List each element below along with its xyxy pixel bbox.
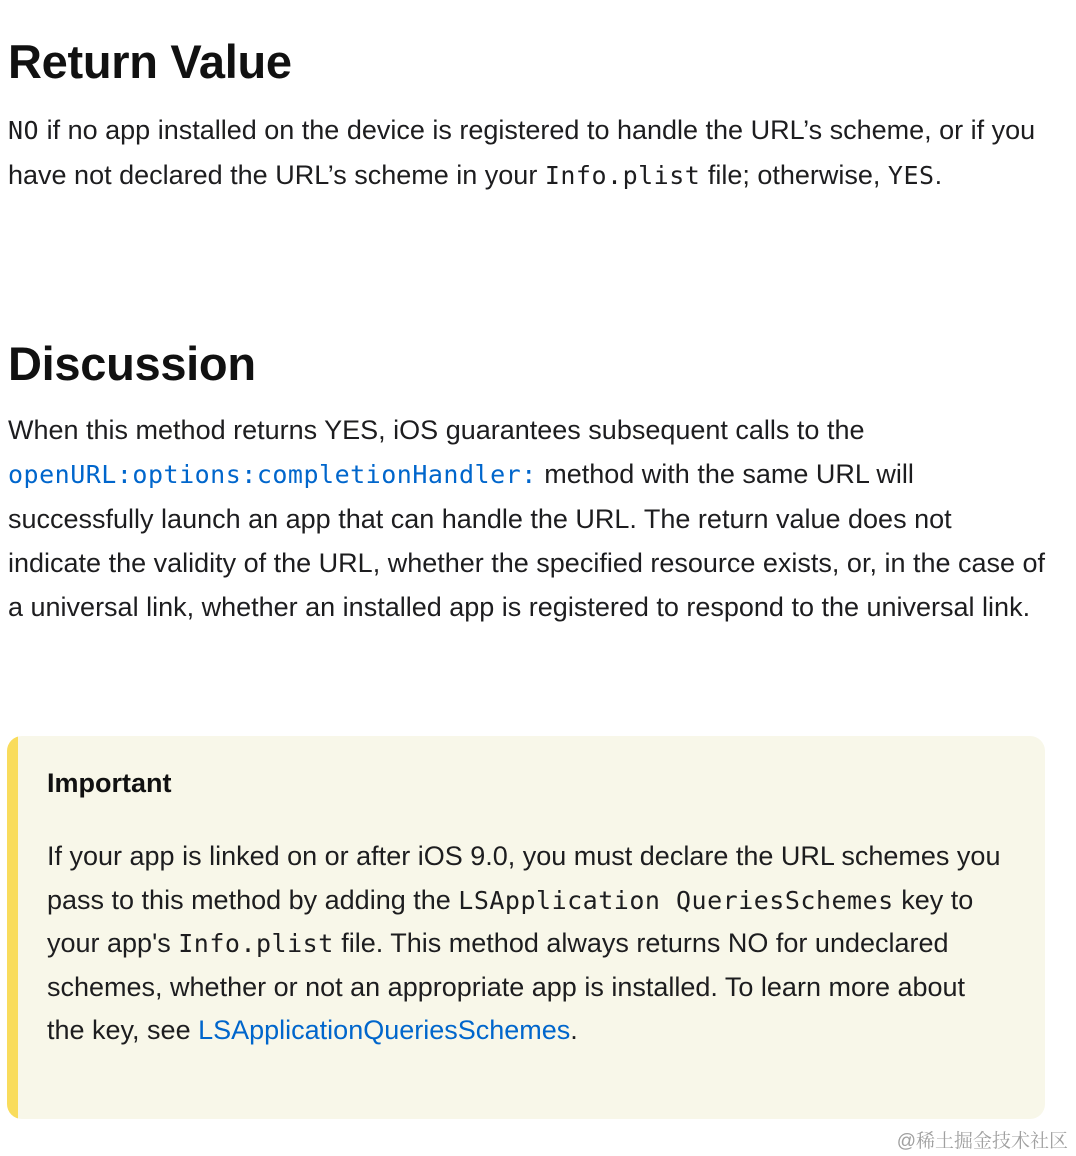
text: When this method returns YES, iOS guarantees subsequent calls to the: [8, 415, 865, 445]
code-info-plist: Info.plist: [178, 929, 334, 958]
text: file. This method always returns NO for undeclared schemes, whether or not an appropriate app is installed. To learn more about the key, see: [47, 928, 966, 1045]
text: .: [570, 1015, 578, 1045]
discussion-text: [8, 408, 1048, 629]
code-ls-key: LSApplication QueriesSchemes: [458, 885, 894, 915]
code-info-plist: Info.plist: [544, 161, 701, 190]
ls-queries-schemes-link[interactable]: LSApplicationQueriesSchemes: [198, 1015, 571, 1045]
open-url-method-link[interactable]: openURL:options:completionHandler:: [8, 460, 537, 489]
text: .: [934, 160, 943, 190]
discussion-heading: Discussion: [8, 337, 256, 390]
return-value-text: [8, 108, 1053, 198]
watermark: @稀土掘金技术社区: [896, 1131, 1068, 1152]
callout-accent-bar: [7, 736, 18, 1119]
text: if no app installed on the device is registered to handle the URL’s scheme, or if you have not declared the URL’s scheme in your: [8, 115, 1036, 190]
return-value-heading: Return Value: [8, 35, 292, 88]
important-text: [47, 835, 1007, 1053]
code-yes: YES: [887, 161, 935, 190]
text: key to your app's: [47, 884, 974, 958]
text: If your app is linked on or after iOS 9.0, you must declare the URL schemes you pass to this method by adding the: [47, 841, 1001, 915]
text: method with the same URL will successfully launch an app that can handle the URL. The return value does not indicate the validity of the URL, whether the specified resource exists, or, in the case of a universal link, whether an installed app is registered to respond to the universal link.: [8, 459, 1046, 622]
code-no: NO: [8, 116, 40, 145]
important-label: Important: [47, 768, 172, 798]
text: file; otherwise,: [700, 160, 888, 190]
